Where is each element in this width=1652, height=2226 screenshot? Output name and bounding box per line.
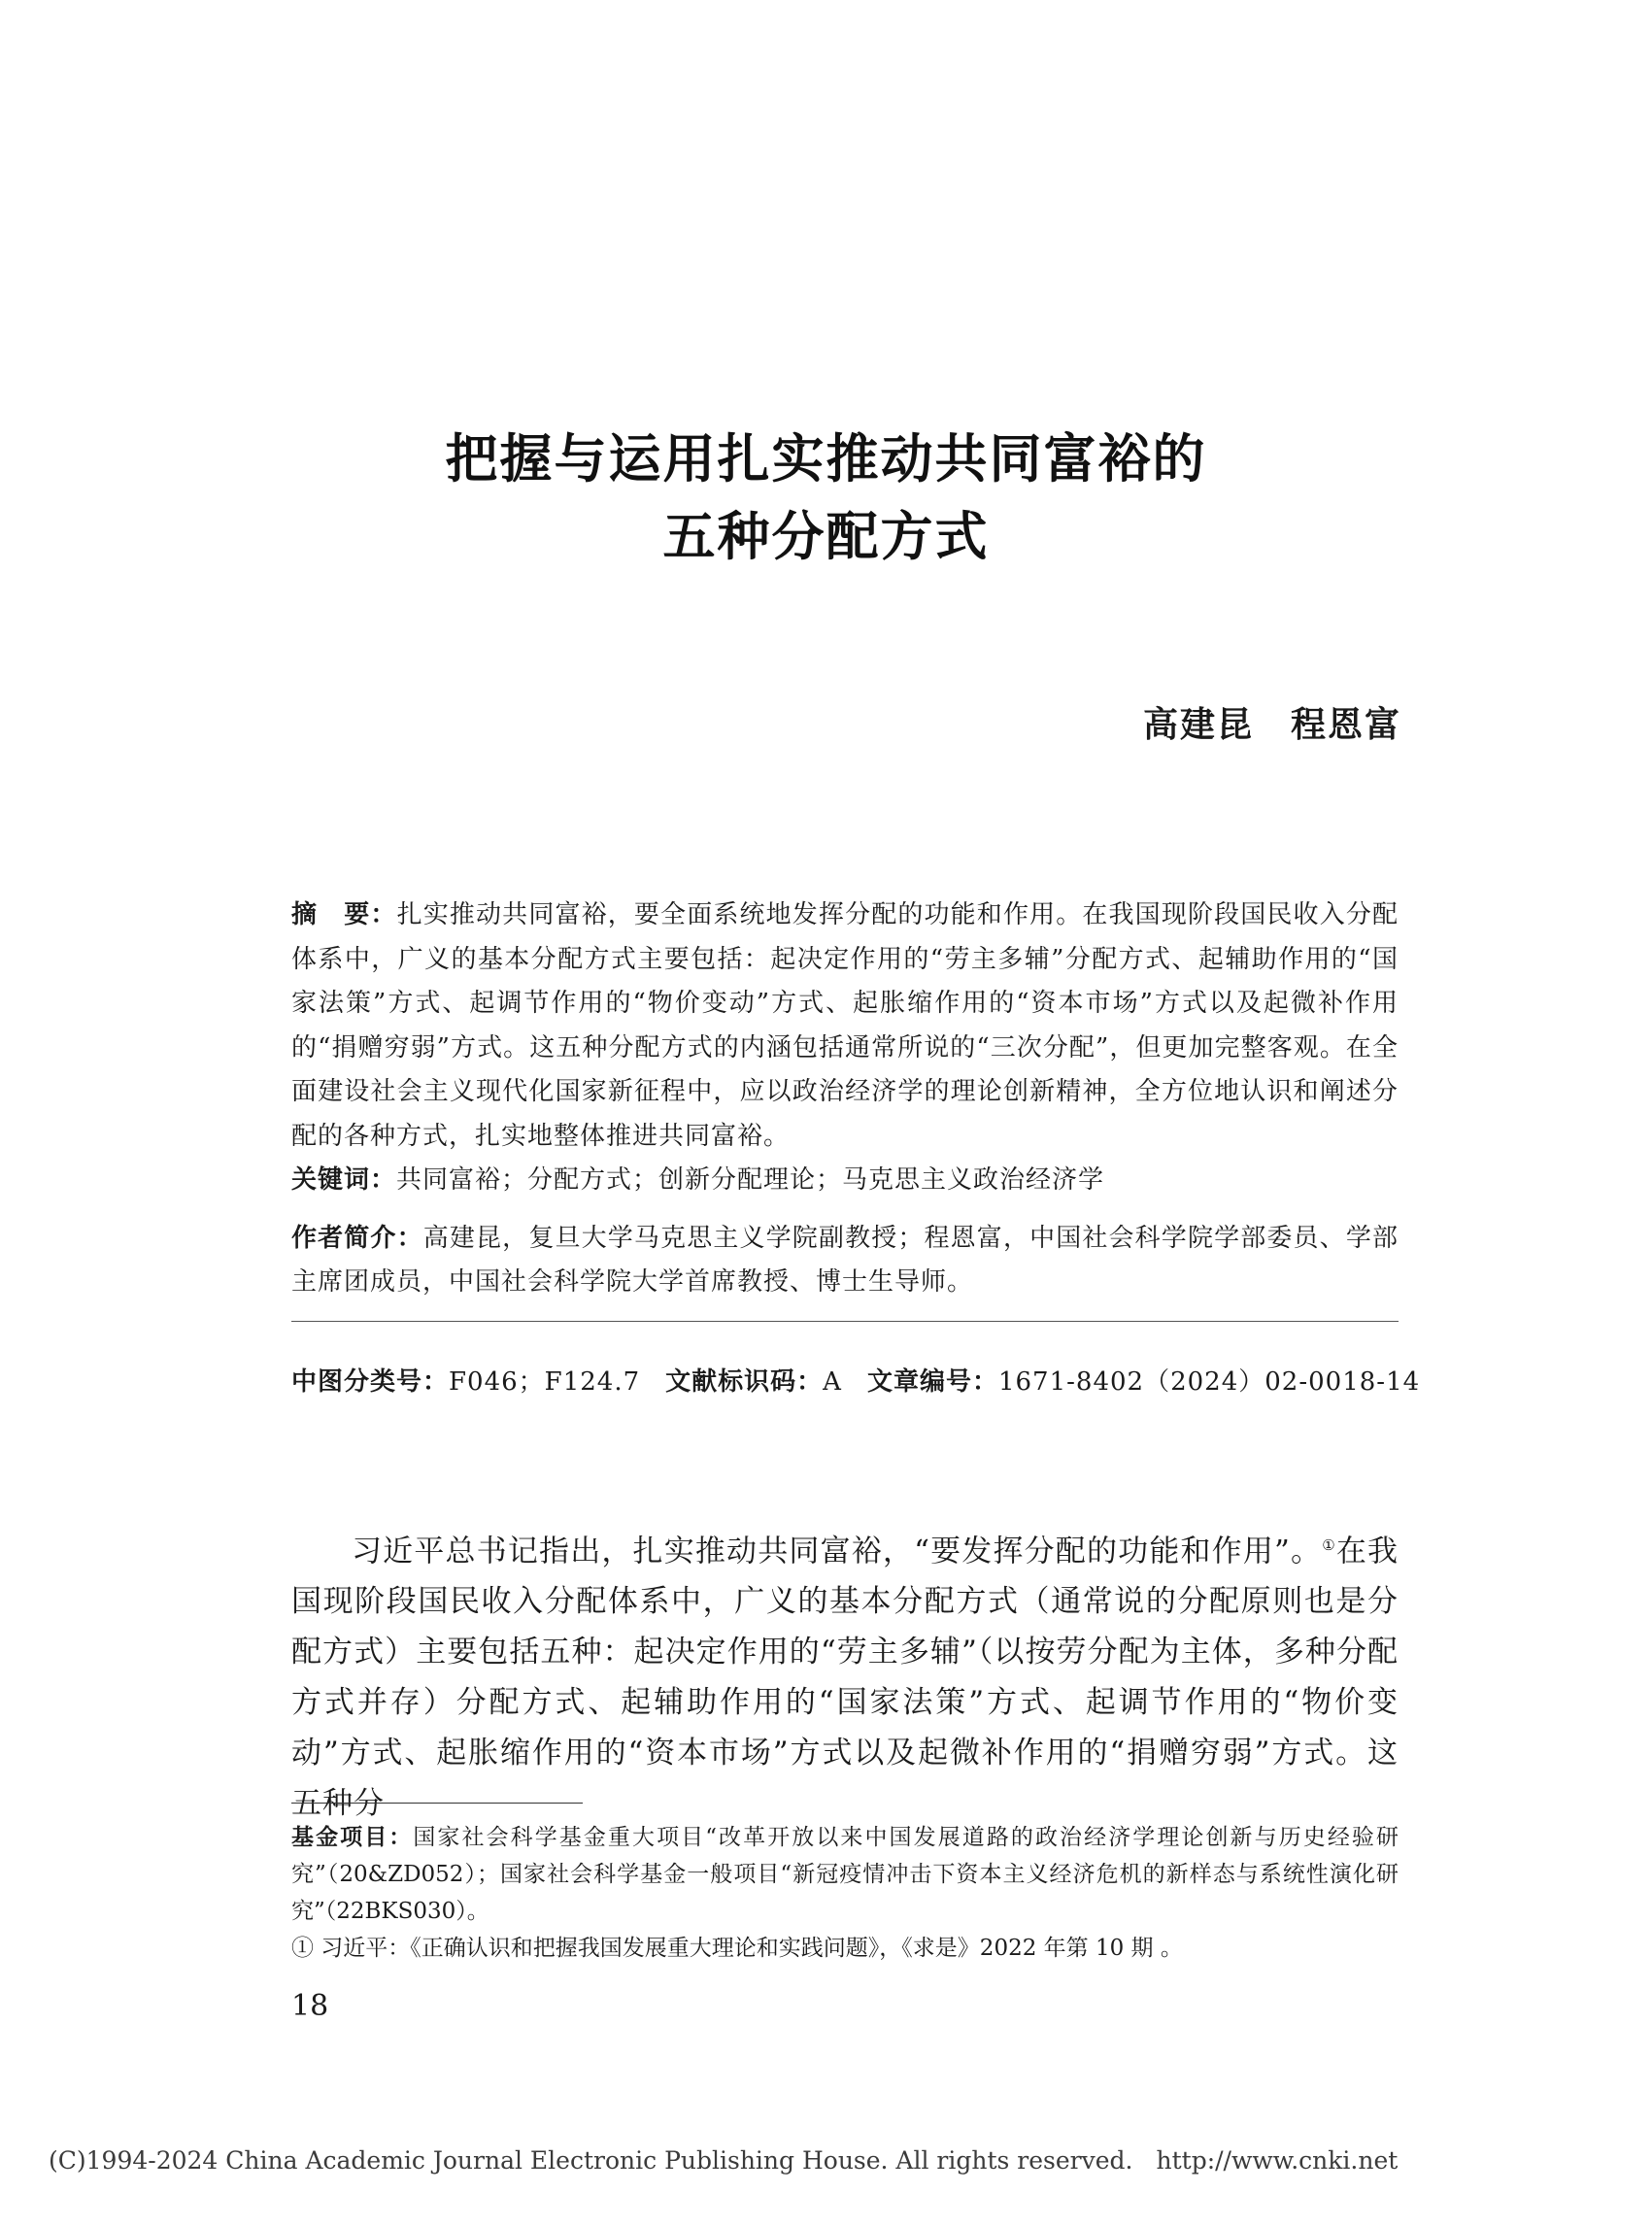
body-text-part1: 习近平总书记指出，扎实推动共同富裕，“要发挥分配的功能和作用”。 — [352, 1534, 1323, 1569]
abstract — [291, 894, 1399, 1159]
author-bio-label: 作者简介： — [291, 1223, 423, 1253]
article-id-value: 1671-8402（2024）02-0018-14 — [997, 1367, 1421, 1397]
fund-note — [291, 1819, 1399, 1930]
classification-line — [291, 1362, 1420, 1398]
abstract-label: 摘 要： — [291, 900, 397, 929]
abstract-block — [291, 894, 1399, 1305]
cnki-link[interactable]: http://www.cnki.net — [1156, 2146, 1399, 2175]
clc-value: F046；F124.7 — [449, 1367, 641, 1397]
body-text-part2: 在我国现阶段国民收入分配体系中，广义的基本分配方式（通常说的分配原则也是分配方式）主要包括五种：起决定作用的“劳主多辅”（以按劳分配为主体，多种分配方式并存）分配方式、起辅助作用的“国家法策”方式、起调节作用的“物价变动”方式、起胀缩作用的“资本市场”方式以及起微补作用的“捐赠穷弱”方式。这五种分 — [291, 1534, 1399, 1822]
abstract-text: 扎实推动共同富裕，要全面系统地发挥分配的功能和作用。在我国现阶段国民收入分配体系中，广义的基本分配方式主要包括：起决定作用的“劳主多辅”分配方式、起辅助作用的“国家法策”方式、起调节作用的“物价变动”方式、起胀缩作用的“资本市场”方式以及起微补作用的“捐赠穷弱”方式。这五种分配方式的内涵包括通常所说的“三次分配”，但更加完整客观。在全面建设社会主义现代化国家新征程中，应以政治经济学的理论创新精神，全方位地认识和阐述分配的各种方式，扎实地整体推进共同富裕。 — [291, 900, 1399, 1151]
copyright-footer — [49, 2146, 1398, 2175]
clc-label: 中图分类号： — [291, 1367, 450, 1397]
page-number: 18 — [291, 1989, 329, 2023]
author-bio — [291, 1217, 1399, 1305]
article-title-line1: 把握与运用扎实推动共同富裕的 — [445, 428, 1207, 489]
fund-text: 国家社会科学基金重大项目“改革开放以来中国发展道路的政治经济学理论创新与历史经验研究”（20&ZD052）；国家社会科学基金一般项目“新冠疫情冲击下资本主义经济危机的新样态与系统性演化研究”（22BKS030）。 — [291, 1825, 1399, 1924]
section-divider — [291, 1321, 1399, 1322]
body-paragraph — [291, 1520, 1399, 1829]
keywords-text: 共同富裕；分配方式；创新分配理论；马克思主义政治经济学 — [396, 1165, 1105, 1195]
author-bio-text: 高建昆，复旦大学马克思主义学院副教授；程恩富，中国社会科学院学部委员、学部主席团成员，中国社会科学院大学首席教授、博士生导师。 — [291, 1223, 1399, 1297]
keywords — [291, 1159, 1399, 1203]
article-title-line2: 五种分配方式 — [662, 506, 990, 567]
doc-code-label: 文献标识码： — [665, 1367, 824, 1397]
article-id-label: 文章编号： — [866, 1367, 998, 1397]
copyright-text: (C)1994-2024 China Academic Journal Electronic Publishing House. All rights reserved. — [49, 2146, 1133, 2175]
footnote-1: ① 习近平：《正确认识和把握我国发展重大理论和实践问题》，《求是》2022 年第 10 期 。 — [291, 1936, 1183, 1961]
keywords-label: 关键词： — [291, 1165, 397, 1195]
doc-code-value: A — [823, 1367, 842, 1397]
footnote-ref-1[interactable]: ① — [1322, 1536, 1336, 1554]
authors: 高建昆 程恩富 — [1142, 705, 1401, 745]
fund-label: 基金项目： — [291, 1825, 414, 1850]
footnotes — [291, 1819, 1399, 1967]
footnote-divider — [291, 1803, 583, 1804]
